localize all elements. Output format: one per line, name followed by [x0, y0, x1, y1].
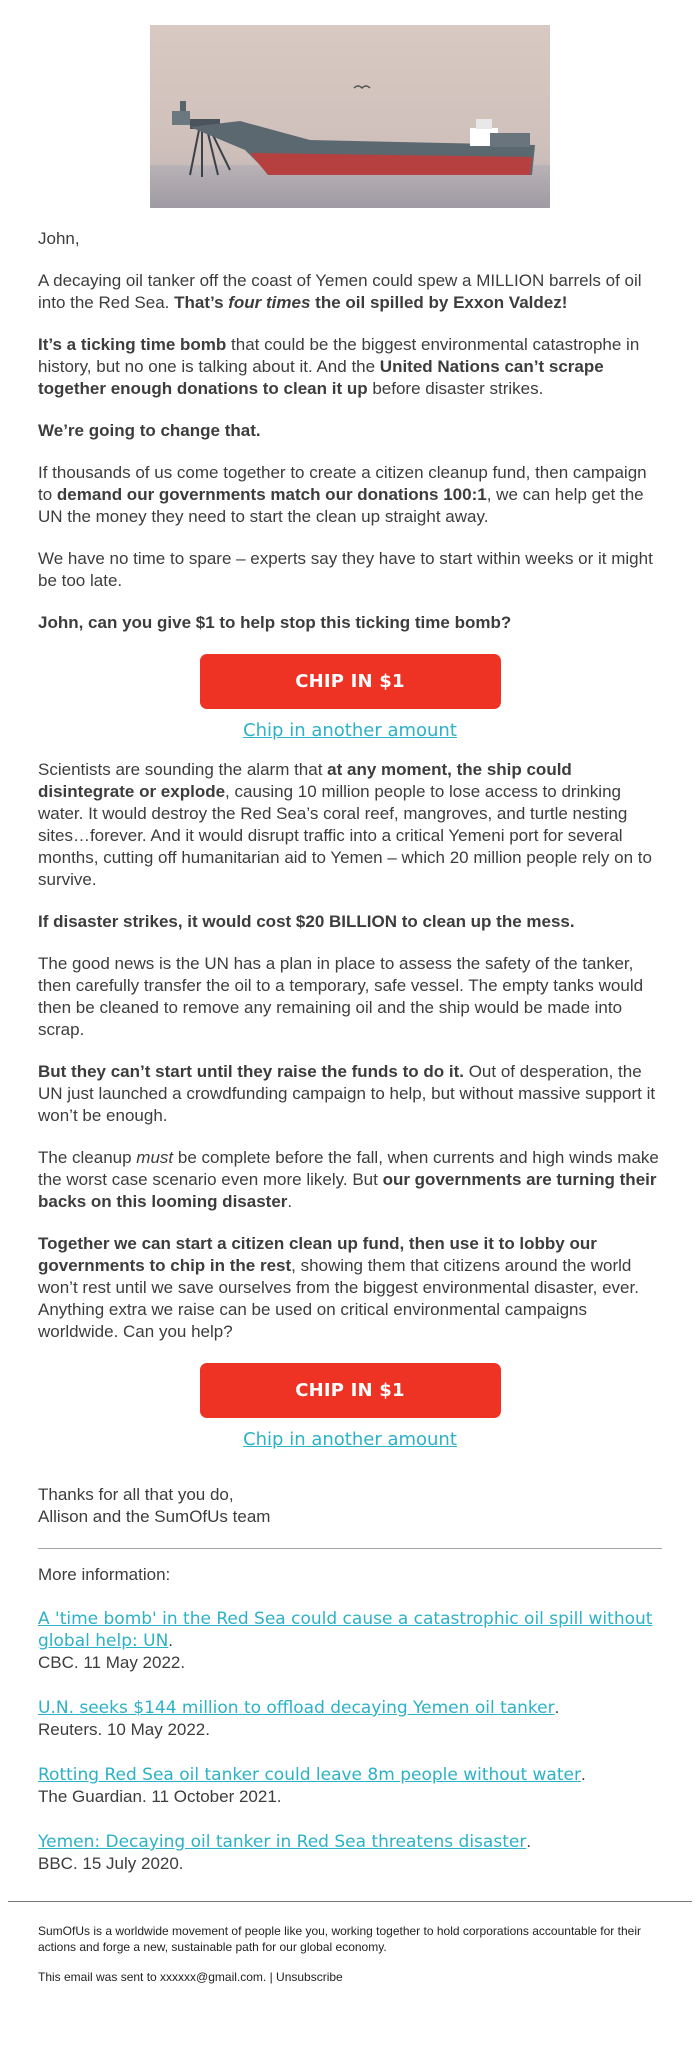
source-item: U.N. seeks $144 million to offload decaying Yemen oil tanker. Reuters. 10 May 2022. — [38, 1698, 560, 1739]
greeting: John, — [38, 229, 80, 248]
unsubscribe-link[interactable]: Unsubscribe — [276, 1970, 343, 1984]
paragraph-intro: A decaying oil tanker off the coast of Yemen could spew a MILLION barrels of oil into the Red Sea. That’s four times the oil spilled by Exxon Valdez! — [38, 271, 642, 312]
paragraph-plan: The good news is the UN has a plan in place to assess the safety of the tanker, then carefully transfer the oil to a temporary, safe vessel. The empty tanks would then be cleaned to remove any remaining oil and the ship would be made into scrap. — [38, 954, 644, 1039]
chip-in-button[interactable]: CHIP IN $1 — [200, 654, 501, 709]
paragraph-deadline: The cleanup must be complete before the fall, when currents and high winds make the worst case scenario even more likely. But our governments are turning their backs on this looming disaster. — [38, 1148, 659, 1211]
source-item: Yemen: Decaying oil tanker in Red Sea threatens disaster. BBC. 15 July 2020. — [38, 1832, 532, 1873]
paragraph-together: Together we can start a citizen clean up fund, then use it to lobby our governments to chip in the rest, showing them that citizens around the world won’t rest until we save ourselves from the biggest environmental disaster, ever. Anything extra we raise can be used on critical environmental campaigns worldwide. Can you help? — [38, 1234, 639, 1341]
chip-in-button-2[interactable]: CHIP IN $1 — [200, 1363, 501, 1418]
source-link[interactable]: Rotting Red Sea oil tanker could leave 8m people without water — [38, 1765, 581, 1785]
paragraph-change: We’re going to change that. — [38, 421, 261, 440]
paragraph-time-bomb: It’s a ticking time bomb that could be the biggest environmental catastrophe in history, but no one is talking about it. And the United Nations can’t scrape together enough donations to clean it up before disaster strikes. — [38, 335, 640, 398]
source-link[interactable]: Yemen: Decaying oil tanker in Red Sea threatens disaster — [38, 1832, 527, 1852]
chip-in-another-amount-link-2[interactable]: Chip in another amount — [243, 1429, 457, 1450]
footer-sent-to: This email was sent to xxxxxx@gmail.com. | Unsubscribe — [38, 1970, 343, 1984]
more-info-heading: More information: — [38, 1565, 171, 1584]
paragraph-funds: But they can’t start until they raise the funds to do it. Out of desperation, the UN just launched a crowdfunding campaign to help, but without massive support it won’t be enough. — [38, 1062, 656, 1125]
footer-about: SumOfUs is a worldwide movement of people like you, working together to hold corporations accountable for their actions and forge a new, sustainable path for our global economy. — [38, 1924, 641, 1954]
source-link[interactable]: A 'time bomb' in the Red Sea could cause a catastrophic oil spill without global help: UN — [38, 1609, 653, 1651]
paragraph-no-time: We have no time to spare – experts say they have to start within weeks or it might be too late. — [38, 549, 653, 590]
source-item: Rotting Red Sea oil tanker could leave 8m people without water. The Guardian. 11 October 2021. — [38, 1765, 586, 1806]
hero-image — [150, 25, 550, 208]
signoff: Thanks for all that you do, Allison and the SumOfUs team — [38, 1485, 271, 1526]
paragraph-cost: If disaster strikes, it would cost $20 BILLION to clean up the mess. — [38, 912, 575, 931]
paragraph-ask: John, can you give $1 to help stop this ticking time bomb? — [38, 613, 512, 632]
source-item: A 'time bomb' in the Red Sea could cause a catastrophic oil spill without global help: UN. CBC. 11 May 2022. — [38, 1609, 653, 1672]
paragraph-alarm: Scientists are sounding the alarm that at any moment, the ship could disintegrate or explode, causing 10 million people to lose access to drinking water. It would destroy the Red Sea’s coral reef, mangroves, and turtle nesting sites…forever. And it would disrupt traffic into a critical Yemeni port for several months, cutting off humanitarian aid to Yemen – which 20 million people rely on to survive. — [38, 760, 652, 889]
footer — [38, 1923, 658, 1999]
footer-divider — [8, 1901, 692, 1902]
email-body — [38, 228, 662, 1898]
divider — [38, 1548, 662, 1549]
source-link[interactable]: U.N. seeks $144 million to offload decaying Yemen oil tanker — [38, 1698, 555, 1718]
chip-in-another-amount-link[interactable]: Chip in another amount — [243, 720, 457, 741]
paragraph-fund: If thousands of us come together to create a citizen cleanup fund, then campaign to demand our governments match our donations 100:1, we can help get the UN the money they need to start the clean up straight away. — [38, 463, 647, 526]
